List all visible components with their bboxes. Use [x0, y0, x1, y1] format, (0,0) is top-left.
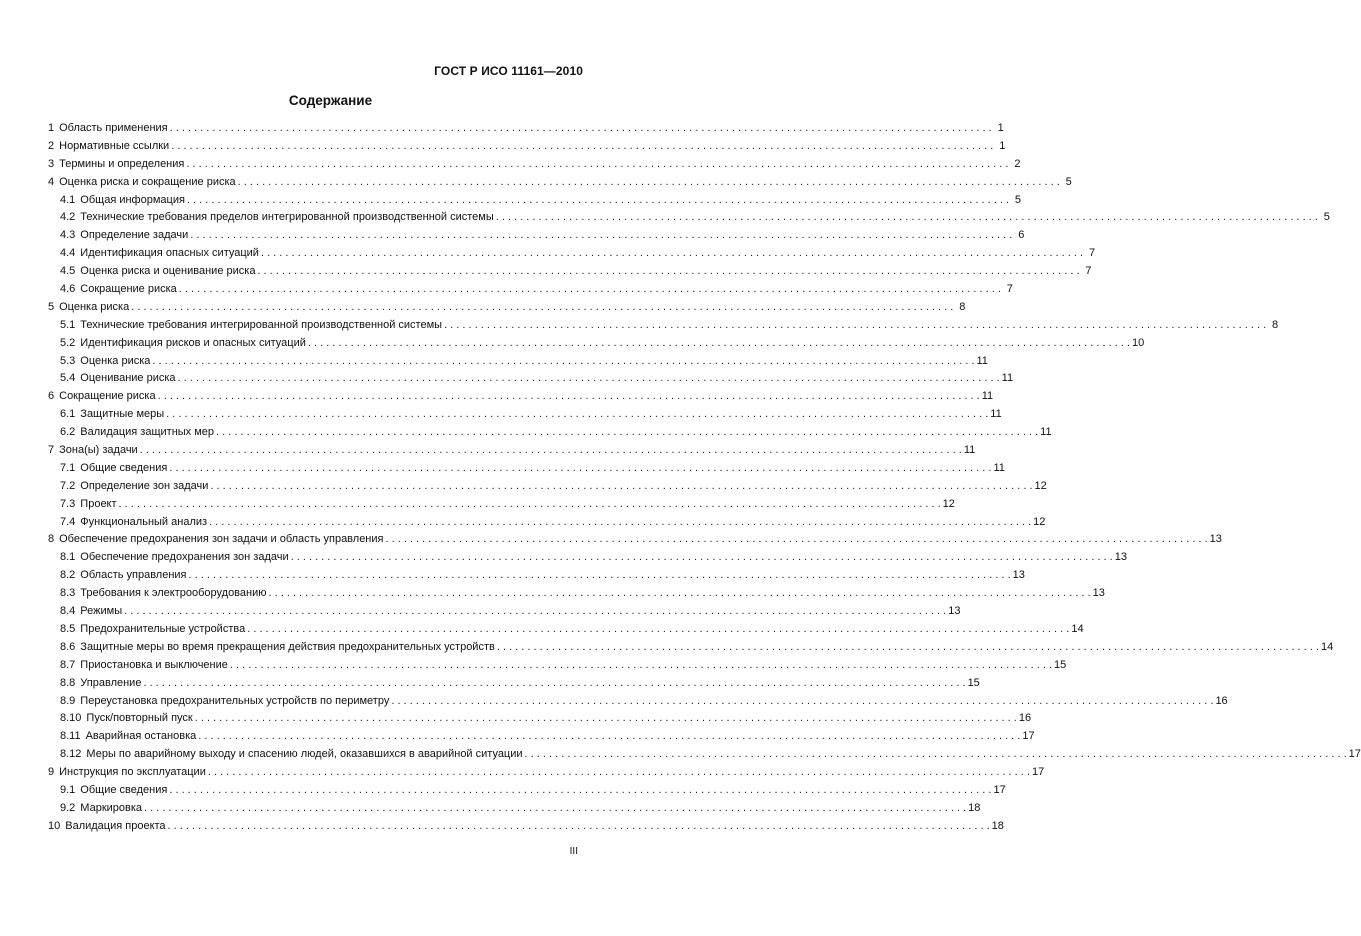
toc-entry-page: 11	[990, 408, 1002, 421]
toc-entry-number: 4.6	[60, 283, 76, 296]
toc-entry	[48, 156, 1021, 174]
toc-entry-label: Оценивание риска	[80, 372, 176, 385]
toc-entry-label: Определение задачи	[80, 229, 189, 242]
toc-entry-number: 7.3	[60, 497, 76, 510]
dot-leader	[187, 192, 1009, 210]
toc-entry-number: 8.12	[60, 748, 82, 761]
toc-entry-label: Функциональный анализ	[80, 515, 208, 528]
toc-entry-label: Пуск/повторный пуск	[86, 712, 193, 725]
toc-entry-page: 16	[1215, 694, 1228, 707]
dot-leader	[269, 585, 1091, 603]
toc-entry-page: 18	[968, 801, 981, 814]
toc-entry-page: 6	[1018, 229, 1025, 242]
toc-entry-label: Область применения	[59, 122, 168, 134]
toc-entry	[48, 710, 1032, 728]
toc-entry	[48, 388, 994, 406]
toc-entry	[48, 227, 1025, 245]
dot-leader	[257, 263, 1079, 281]
dot-leader	[308, 335, 1130, 353]
toc-entry-page: 12	[1033, 515, 1046, 528]
dot-leader	[144, 800, 966, 818]
toc-entry-label: Предохранительные устройства	[80, 622, 246, 635]
toc-entry-page: 7	[1006, 283, 1013, 296]
dot-leader	[208, 764, 1030, 782]
dot-leader	[291, 549, 1113, 567]
toc-entry-label: Технические требования пределов интегрированной производственной системы	[80, 211, 494, 224]
toc-entry-number: 8.1	[60, 551, 76, 564]
dot-leader	[444, 317, 1266, 335]
toc-entry-number: 4.5	[60, 265, 76, 278]
toc-entry-number: 6	[48, 390, 55, 403]
dot-leader	[525, 746, 1347, 764]
toc-entry	[48, 460, 1005, 478]
toc-entry-page: 11	[1040, 426, 1052, 439]
toc-entry-label: Переустановка предохранительных устройств по периметру	[80, 694, 390, 707]
toc-entry-label: Инструкция по эксплуатации	[59, 766, 206, 779]
toc-entry-number: 5.3	[60, 354, 76, 367]
toc-entry-page: 12	[1034, 479, 1047, 492]
toc-entry-number: 10	[48, 819, 61, 832]
toc-entry-page: 8	[959, 300, 966, 313]
dot-leader	[170, 120, 992, 138]
toc-entry-page: 15	[1054, 658, 1067, 671]
toc-entry-label: Оценка риска	[59, 300, 130, 313]
toc-entry-label: Оценка риска	[80, 354, 151, 367]
toc-entry	[48, 317, 1279, 335]
toc-entry-label: Валидация защитных мер	[80, 426, 215, 439]
dot-leader	[391, 693, 1213, 711]
toc-entry-page: 8	[1272, 318, 1279, 331]
toc-entry	[48, 442, 976, 460]
dot-leader	[169, 782, 991, 800]
dot-leader	[195, 710, 1017, 728]
toc-entry-page: 10	[1131, 336, 1145, 349]
toc-entry-label: Требования к электрооборудованию	[80, 587, 267, 600]
toc-entry-number: 4.4	[60, 247, 76, 260]
page-title: Содержание	[288, 93, 373, 108]
toc-entry-label: Защитные меры во время прекращения действия предохранительных устройств	[80, 640, 495, 653]
toc-entry-page: 1	[999, 139, 1006, 152]
toc-entry	[48, 639, 1334, 657]
toc-entry	[48, 585, 1105, 603]
toc-entry	[48, 567, 1025, 585]
toc-entry-page: 16	[1018, 712, 1032, 725]
toc-entry-label: Оценка риска и сокращение риска	[59, 175, 236, 188]
toc-entry-page: 11	[976, 354, 988, 367]
toc-entry-label: Обеспечение предохранения зон задачи	[80, 551, 289, 564]
toc-entry	[48, 818, 1004, 836]
toc-entry	[48, 245, 1096, 263]
toc-entry	[48, 406, 1002, 424]
toc-entry	[48, 353, 988, 371]
toc-entry-number: 4.2	[60, 211, 76, 224]
toc-entry-page: 18	[991, 819, 1004, 832]
toc-entry	[48, 514, 1046, 532]
toc-entry	[48, 621, 1084, 639]
toc-entry-number: 7.2	[60, 479, 76, 492]
toc-entry-page: 2	[1014, 157, 1021, 170]
toc-entry-number: 8.8	[60, 676, 76, 689]
toc-entry-page: 14	[1071, 622, 1084, 635]
toc-entry-page: 5	[1323, 211, 1330, 224]
toc-entry-page: 5	[1014, 193, 1022, 206]
toc-entry	[48, 370, 1014, 388]
dot-leader	[152, 353, 974, 371]
toc-entry-label: Сокращение риска	[80, 283, 177, 296]
dot-leader	[189, 567, 1011, 585]
toc-entry-number: 9	[48, 766, 55, 779]
toc-entry-page: 11	[993, 461, 1005, 474]
toc-entry-number: 2	[48, 139, 55, 152]
toc-entry-label: Общие сведения	[80, 461, 168, 474]
toc-entry-page: 17	[1348, 748, 1361, 761]
dot-leader	[497, 639, 1319, 657]
toc-entry-number: 5	[48, 300, 55, 313]
dot-leader	[230, 657, 1052, 675]
dot-leader	[179, 281, 1001, 299]
toc-entry-page: 12	[942, 497, 955, 510]
toc-entry-page: 1	[997, 122, 1004, 134]
toc-entry-page: 13	[1114, 551, 1127, 564]
toc-entry-page: 15	[967, 676, 980, 689]
toc-entry-label: Режимы	[80, 605, 123, 618]
toc-entry-number: 4	[48, 175, 55, 188]
toc-entry-page: 17	[1022, 730, 1035, 743]
toc-entry-label: Термины и определения	[59, 157, 185, 170]
toc-entry	[48, 746, 1361, 764]
toc-entry-label: Зона(ы) задачи	[59, 444, 138, 457]
dot-leader	[210, 478, 1032, 496]
toc-entry-number: 7.4	[60, 515, 76, 528]
dot-leader	[166, 406, 988, 424]
dot-leader	[168, 818, 990, 836]
dot-leader	[190, 227, 1012, 245]
toc-entry-page: 11	[1001, 372, 1014, 385]
dot-leader	[143, 675, 965, 693]
toc-entry	[48, 174, 1072, 192]
toc-entry-label: Общие сведения	[80, 783, 168, 796]
toc-entry-page: 14	[1320, 640, 1334, 653]
toc-entry	[48, 299, 966, 317]
toc-entry	[48, 281, 1013, 299]
toc-entry	[48, 335, 1145, 353]
toc-entry-label: Технические требования интегрированной производственной системы	[80, 318, 443, 331]
toc-entry-number: 5.2	[60, 336, 76, 349]
dot-leader	[124, 603, 946, 621]
toc-entry-number: 6.1	[60, 408, 76, 421]
toc-entry-label: Сокращение риска	[59, 390, 156, 403]
toc-entry-label: Меры по аварийному выходу и спасению людей, оказавшихся в аварийной ситуации	[86, 748, 523, 761]
dot-leader	[171, 138, 993, 156]
dot-leader	[131, 299, 953, 317]
toc-entry-label: Нормативные ссылки	[59, 139, 170, 152]
toc-entry-number: 8.2	[60, 569, 76, 582]
toc-entry-label: Определение зон задачи	[80, 479, 209, 492]
toc-entry-number: 8.10	[60, 712, 82, 725]
toc-entry-number: 8.9	[60, 694, 76, 707]
toc-entry	[48, 263, 1092, 281]
toc-entry-number: 8.11	[60, 730, 81, 743]
toc-entry-page: 13	[1209, 533, 1222, 546]
toc-entry	[48, 120, 1004, 138]
dot-leader	[261, 245, 1083, 263]
toc-entry-label: Приостановка и выключение	[80, 658, 228, 671]
toc-entry-number: 7.1	[60, 461, 76, 474]
toc-entry-page: 13	[1092, 587, 1105, 600]
toc-entry	[48, 603, 961, 621]
toc-entry-label: Общая информация	[80, 193, 185, 206]
toc-entry-number: 5.1	[60, 318, 76, 331]
toc-entry-label: Оценка риска и оценивание риска	[80, 265, 256, 278]
toc-entry-label: Область управления	[80, 569, 187, 582]
toc-entry-label: Идентификация опасных ситуаций	[80, 247, 259, 260]
toc-entry-number: 4.1	[60, 193, 76, 206]
dot-leader	[186, 156, 1008, 174]
toc-entry	[48, 478, 1047, 496]
toc-entry-label: Идентификация рисков и опасных ситуаций	[80, 336, 306, 349]
dot-leader	[209, 514, 1031, 532]
toc-entry-number: 7	[48, 444, 55, 457]
dot-leader	[158, 388, 980, 406]
toc-entry-number: 9.2	[60, 801, 76, 814]
toc-entry-number: 8.3	[60, 587, 76, 600]
toc-entry	[48, 657, 1067, 675]
toc-entry-page: 13	[948, 605, 961, 618]
dot-leader	[216, 424, 1038, 442]
dot-leader	[198, 728, 1020, 746]
toc-entry-page: 7	[1085, 265, 1092, 278]
toc-entry	[48, 192, 1022, 210]
toc-entry	[48, 728, 1035, 746]
dot-leader	[386, 531, 1208, 549]
toc-entry	[48, 675, 980, 693]
toc-entry	[48, 549, 1127, 567]
toc-entry-page: 17	[993, 783, 1006, 796]
toc-entry-page: 5	[1065, 175, 1072, 188]
toc-entry-page: 13	[1012, 569, 1025, 582]
page-number: III	[569, 846, 578, 857]
toc-entry-page: 11	[981, 390, 994, 403]
toc-entry-label: Маркировка	[80, 801, 143, 814]
table-of-contents	[48, 120, 1361, 836]
toc-entry-number: 4.3	[60, 229, 76, 242]
toc-entry-page: 17	[1031, 766, 1045, 779]
toc-entry-number: 9.1	[60, 783, 76, 796]
toc-entry	[48, 209, 1330, 227]
document-id: ГОСТ Р ИСО 11161—2010	[434, 64, 583, 78]
toc-entry-label: Аварийная остановка	[85, 730, 197, 743]
toc-entry	[48, 531, 1222, 549]
dot-leader	[238, 174, 1060, 192]
dot-leader	[496, 209, 1318, 227]
toc-entry	[48, 693, 1228, 711]
toc-entry-number: 1	[48, 122, 55, 134]
toc-entry-label: Валидация проекта	[65, 819, 166, 832]
toc-entry-page: 7	[1088, 247, 1096, 260]
toc-entry-number: 5.4	[60, 372, 76, 385]
toc-entry	[48, 496, 955, 514]
toc-entry-label: Обеспечение предохранения зон задачи и область управления	[59, 533, 384, 546]
toc-entry	[48, 782, 1006, 800]
toc-entry	[48, 800, 981, 818]
toc-entry	[48, 764, 1045, 782]
toc-entry-number: 8	[48, 533, 55, 546]
dot-leader	[178, 370, 1000, 388]
toc-entry-label: Управление	[80, 676, 142, 689]
toc-entry-page: 11	[963, 444, 976, 457]
dot-leader	[169, 460, 991, 478]
toc-entry-number: 6.2	[60, 426, 76, 439]
toc-entry-label: Защитные меры	[80, 408, 165, 421]
toc-entry-number: 8.6	[60, 640, 76, 653]
dot-leader	[119, 496, 941, 514]
toc-entry-number: 3	[48, 157, 55, 170]
toc-entry	[48, 138, 1006, 156]
dot-leader	[247, 621, 1069, 639]
toc-entry	[48, 424, 1052, 442]
toc-entry-number: 8.5	[60, 622, 76, 635]
toc-entry-number: 8.7	[60, 658, 76, 671]
dot-leader	[140, 442, 962, 460]
toc-entry-number: 8.4	[60, 605, 76, 618]
toc-entry-label: Проект	[80, 497, 117, 510]
